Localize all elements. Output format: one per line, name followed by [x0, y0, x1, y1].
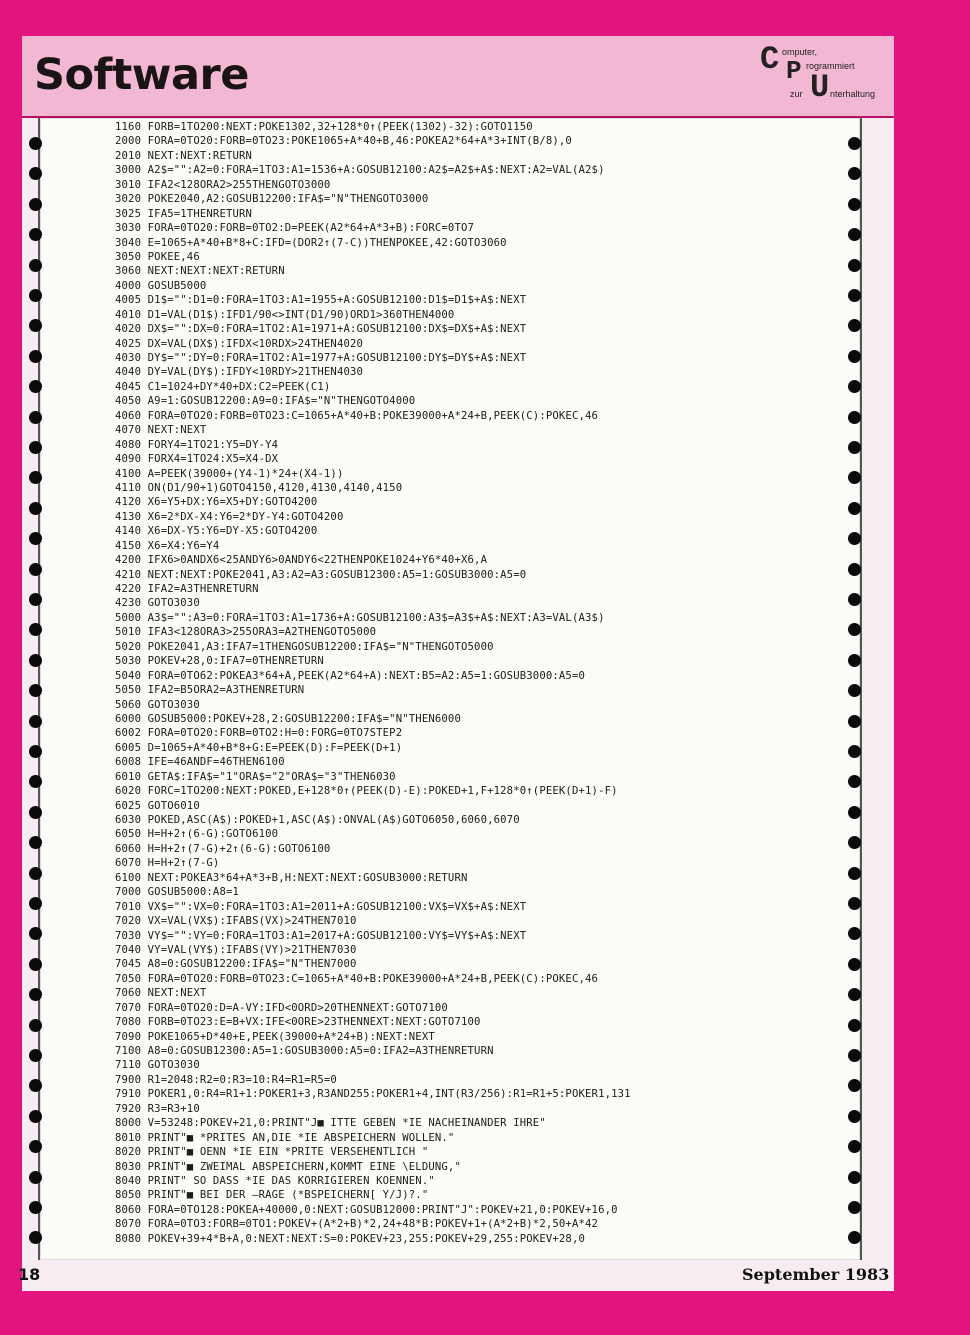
tractor-hole	[29, 1110, 42, 1123]
tractor-hole	[29, 593, 42, 606]
section-title: Software	[34, 50, 249, 100]
listing-line: 4010 D1=VAL(D1$):IFD1/90<>INT(D1/90)ORD1>360THEN4000	[115, 308, 455, 321]
page-number: 18	[18, 1265, 41, 1284]
listing-line: 8080 POKEV+39+4*B+A,0:NEXT:NEXT:S=0:POKEV+23,255:POKEV+29,255:POKEV+28,0	[115, 1232, 586, 1245]
listing-line: 7000 GOSUB5000:A8=1	[115, 886, 240, 899]
listing-line: 7110 GOTO3030	[115, 1059, 200, 1072]
listing-line: 4090 FORX4=1TO24:X5=X4-DX	[115, 453, 279, 466]
tractor-hole	[29, 563, 42, 576]
listing-line: 2010 NEXT:NEXT:RETURN	[115, 149, 253, 162]
listing-line: 6000 GOSUB5000:POKEV+28,2:GOSUB12200:IFA$="N"THEN6000	[115, 712, 461, 725]
tractor-hole	[29, 836, 42, 849]
tractor-hole	[848, 1231, 861, 1244]
tractor-hole	[848, 806, 861, 819]
tractor-hole	[29, 654, 42, 667]
logo-letter-p: P	[786, 56, 802, 86]
listing-line: 6025 GOTO6010	[115, 799, 200, 812]
listing-line: 7900 R1=2048:R2=0:R3=10:R4=R1=R5=0	[115, 1073, 337, 1086]
listing-line: 7060 NEXT:NEXT	[115, 987, 207, 1000]
listing-line: 4100 A=PEEK(39000+(Y4-1)*24+(X4-1))	[115, 467, 344, 480]
listing-line: 5030 POKEV+28,0:IFA7=0THENRETURN	[115, 655, 324, 668]
tractor-hole	[29, 1049, 42, 1062]
logo-word-programmiert: rogrammiert	[806, 61, 855, 71]
listing-line: 3040 E=1065+A*40+B*8+C:IFD=(DOR2↑(7-C))THENPOKEE,42:GOTO3060	[115, 236, 507, 249]
listing-line: 5050 IFA2=B5ORA2=A3THENRETURN	[115, 684, 305, 697]
tractor-hole	[848, 380, 861, 393]
tractor-hole	[848, 1171, 861, 1184]
tractor-hole	[29, 319, 42, 332]
listing-line: 8060 FORA=0TO128:POKEA+40000,0:NEXT:GOSUB12000:PRINT"J":POKEV+21,0:POKEV+16,0	[115, 1203, 618, 1216]
listing-line: 6070 H=H+2↑(7-G)	[115, 857, 220, 870]
tractor-hole	[29, 1019, 42, 1032]
listing-line: 6010 GETA$:IFA$="1"ORA$="2"ORA$="3"THEN6030	[115, 770, 396, 783]
tractor-hole	[848, 715, 861, 728]
listing-line: 4210 NEXT:NEXT:POKE2041,A3:A2=A3:GOSUB12300:A5=1:GOSUB3000:A5=0	[115, 568, 527, 581]
tractor-hole	[848, 259, 861, 272]
listing-line: 4040 DY=VAL(DY$):IFDY<10RDY>21THEN4030	[115, 366, 364, 379]
listing-line: 4045 C1=1024+DY*40+DX:C2=PEEK(C1)	[115, 380, 331, 393]
cpu-logo	[760, 41, 888, 106]
listing-line: 7045 A8=0:GOSUB12200:IFA$="N"THEN7000	[115, 958, 357, 971]
basic-listing	[115, 120, 845, 1246]
tractor-hole	[29, 441, 42, 454]
listing-line: 4060 FORA=0TO20:FORB=0TO23:C=1065+A*40+B:POKE39000+A*24+B,PEEK(C):POKEC,46	[115, 409, 599, 422]
tractor-hole	[848, 593, 861, 606]
listing-line: 5060 GOTO3030	[115, 698, 200, 711]
listing-line: 2000 FORA=0TO20:FORB=0TO23:POKE1065+A*40+B,46:POKEA2*64+A*3+INT(B/8),0	[115, 135, 572, 148]
tractor-hole	[848, 654, 861, 667]
tractor-hole	[29, 623, 42, 636]
listing-line: 5000 A3$="":A3=0:FORA=1TO3:A1=1736+A:GOSUB12100:A3$=A3$+A$:NEXT:A3=VAL(A3$)	[115, 611, 605, 624]
listing-line: 8000 V=53248:POKEV+21,0:PRINT"J■ ITTE GEBEN *IE NACHEINANDER IHRE"	[115, 1117, 546, 1130]
listing-line: 7050 FORA=0TO20:FORB=0TO23:C=1065+A*40+B:POKE39000+A*24+B,PEEK(C):POKEC,46	[115, 972, 599, 985]
listing-line: 4230 GOTO3030	[115, 597, 200, 610]
listing-line: 4110 ON(D1/90+1)GOTO4150,4120,4130,4140,4150	[115, 481, 403, 494]
tractor-hole	[848, 563, 861, 576]
tractor-hole	[848, 289, 861, 302]
tractor-hole	[29, 1171, 42, 1184]
tractor-hole	[848, 745, 861, 758]
listing-line: 3030 FORA=0TO20:FORB=0TO2:D=PEEK(A2*64+A*3+B):FORC=0TO7	[115, 222, 475, 235]
listing-line: 4005 D1$="":D1=0:FORA=1TO3:A1=1955+A:GOSUB12100:D1$=D1$+A$:NEXT	[115, 294, 527, 307]
tractor-hole	[29, 897, 42, 910]
tractor-hole	[848, 1201, 861, 1214]
listing-line: 8040 PRINT" SO DASS *IE DAS KORRIGIEREN KOENNEN."	[115, 1174, 435, 1187]
listing-line: 6100 NEXT:POKEA3*64+A*3+B,H:NEXT:NEXT:GOSUB3000:RETURN	[115, 871, 468, 884]
tractor-hole	[848, 441, 861, 454]
listing-line: 4130 X6=2*DX-X4:Y6=2*DY-Y4:GOTO4200	[115, 510, 344, 523]
listing-line: 5010 IFA3<128ORA3>255ORA3=A2THENGOTO5000	[115, 626, 377, 639]
tractor-hole	[29, 411, 42, 424]
tractor-hole	[29, 532, 42, 545]
tractor-hole	[848, 958, 861, 971]
tractor-hole	[29, 1140, 42, 1153]
tractor-hole	[848, 988, 861, 1001]
tractor-hole	[29, 806, 42, 819]
tractor-hole	[29, 867, 42, 880]
listing-line: 7030 VY$="":VY=0:FORA=1TO3:A1=2017+A:GOSUB12100:VY$=VY$+A$:NEXT	[115, 929, 527, 942]
tractor-hole	[29, 471, 42, 484]
listing-line: 7020 VX=VAL(VX$):IFABS(VX)>24THEN7010	[115, 915, 357, 928]
listing-line: 3010 IFA2<128ORA2>255THENGOTO3000	[115, 178, 331, 191]
tractor-hole	[29, 1079, 42, 1092]
tractor-hole	[848, 623, 861, 636]
tractor-hole	[29, 198, 42, 211]
listing-line: 7010 VX$="":VX=0:FORA=1TO3:A1=2011+A:GOSUB12100:VX$=VX$+A$:NEXT	[115, 900, 527, 913]
listing-line: 6002 FORA=0TO20:FORB=0TO2:H=0:FORG=0TO7STEP2	[115, 727, 403, 740]
tractor-hole	[29, 1201, 42, 1214]
tractor-hole	[29, 927, 42, 940]
listing-line: 4025 DX=VAL(DX$):IFDX<10RDX>24THEN4020	[115, 337, 364, 350]
listing-line: 6050 H=H+2↑(6-G):GOTO6100	[115, 828, 279, 841]
tractor-holes-right	[845, 125, 867, 1255]
listing-line: 4140 X6=DX-Y5:Y6=DY-X5:GOTO4200	[115, 525, 318, 538]
tractor-hole	[848, 1110, 861, 1123]
tractor-hole	[29, 958, 42, 971]
tractor-hole	[29, 167, 42, 180]
tractor-hole	[848, 502, 861, 515]
tractor-hole	[848, 684, 861, 697]
section-header	[22, 36, 894, 118]
listing-line: 4220 IFA2=A3THENRETURN	[115, 583, 259, 595]
tractor-hole	[848, 1049, 861, 1062]
tractor-hole	[29, 259, 42, 272]
listing-line: 6005 D=1065+A*40+B*8+G:E=PEEK(D):F=PEEK(D+1)	[115, 741, 403, 754]
tractor-hole	[29, 684, 42, 697]
tractor-hole	[29, 289, 42, 302]
tractor-hole	[848, 1019, 861, 1032]
tractor-hole	[29, 775, 42, 788]
listing-line: 8020 PRINT"■ OENN *IE EIN *PRITE VERSEHENTLICH "	[115, 1146, 429, 1159]
tractor-hole	[848, 867, 861, 880]
tractor-hole	[29, 715, 42, 728]
tractor-hole	[29, 380, 42, 393]
listing-line: 3020 POKE2040,A2:GOSUB12200:IFA$="N"THENGOTO3000	[115, 193, 429, 206]
listing-line: 6020 FORC=1TO200:NEXT:POKED,E+128*0↑(PEEK(D)-E):POKED+1,F+128*0↑(PEEK(D+1)-F)	[115, 785, 618, 798]
tractor-hole	[29, 228, 42, 241]
listing-line: 6060 H=H+2↑(7-G)+2↑(6-G):GOTO6100	[115, 842, 331, 855]
tractor-hole	[848, 775, 861, 788]
listing-line: 3060 NEXT:NEXT:NEXT:RETURN	[115, 265, 285, 278]
listing-line: 7040 VY=VAL(VY$):IFABS(VY)>21THEN7030	[115, 943, 357, 956]
tractor-hole	[848, 897, 861, 910]
logo-letter-u: U	[810, 69, 830, 106]
tractor-hole	[29, 745, 42, 758]
listing-line: 8050 PRINT"■ BEI DER —RAGE (*BSPEICHERN[ Y/J)?."	[115, 1189, 429, 1202]
listing-line: 7920 R3=R3+10	[115, 1102, 200, 1115]
tractor-hole	[848, 836, 861, 849]
listing-line: 8030 PRINT"■ ZWEIMAL ABSPEICHERN,KOMMT EINE \ELDUNG,"	[115, 1160, 461, 1173]
tractor-hole	[848, 167, 861, 180]
tractor-hole	[848, 1140, 861, 1153]
listing-line: 3050 POKEE,46	[115, 250, 200, 263]
listing-line: 4150 X6=X4:Y6=Y4	[115, 539, 220, 552]
listing-line: 4120 X6=Y5+DX:Y6=X5+DY:GOTO4200	[115, 496, 318, 509]
listing-line: 8010 PRINT"■ *PRITES AN,DIE *IE ABSPEICHERN WOLLEN."	[115, 1131, 455, 1144]
listing-line: 4070 NEXT:NEXT	[115, 424, 207, 437]
tractor-hole	[29, 350, 42, 363]
logo-word-zur: zur	[790, 89, 803, 99]
tractor-holes-left	[26, 125, 48, 1255]
listing-line: 7090 POKE1065+D*40+E,PEEK(39000+A*24+B):NEXT:NEXT	[115, 1030, 435, 1043]
listing-line: 3000 A2$="":A2=0:FORA=1TO3:A1=1536+A:GOSUB12100:A2$=A2$+A$:NEXT:A2=VAL(A2$)	[115, 164, 605, 177]
tractor-hole	[848, 411, 861, 424]
listing-line: 6008 IFE=46ANDF=46THEN6100	[115, 756, 285, 769]
logo-letter-c: C	[760, 41, 780, 78]
tractor-hole	[848, 198, 861, 211]
logo-word-computer: omputer,	[782, 47, 818, 57]
tractor-hole	[848, 228, 861, 241]
listing-line: 7070 FORA=0TO20:D=A-VY:IFD<0ORD>20THENNEXT:GOTO7100	[115, 1001, 448, 1014]
listing-line: 4030 DY$="":DY=0:FORA=1TO2:A1=1977+A:GOSUB12100:DY$=DY$+A$:NEXT	[115, 352, 527, 364]
listing-line: 5020 POKE2041,A3:IFA7=1THENGOSUB12200:IFA$="N"THENGOTO5000	[115, 640, 494, 653]
listing-line: 8070 FORA=0TO3:FORB=0TO1:POKEV+(A*2+B)*2,24+48*B:POKEV+1+(A*2+B)*2,50+A*42	[115, 1218, 599, 1231]
listing-line: 6030 POKED,ASC(A$):POKED+1,ASC(A$):ONVAL(A$)GOTO6050,6060,6070	[115, 814, 520, 826]
tractor-hole	[848, 1079, 861, 1092]
tractor-hole	[848, 350, 861, 363]
listing-line: 4200 IFX6>0ANDX6<25ANDY6>0ANDY6<22THENPOKE1024+Y6*40+X6,A	[115, 554, 488, 567]
tractor-hole	[29, 988, 42, 1001]
tractor-hole	[848, 532, 861, 545]
listing-line: 4080 FORY4=1TO21:Y5=DY-Y4	[115, 438, 279, 451]
tractor-hole	[29, 502, 42, 515]
listing-line: 5040 FORA=0TO62:POKEA3*64+A,PEEK(A2*64+A):NEXT:B5=A2:A5=1:GOSUB3000:A5=0	[115, 669, 586, 682]
logo-word-unterhaltung: nterhaltung	[830, 89, 876, 99]
tractor-hole	[848, 319, 861, 332]
listing-line: 7080 FORB=0TO23:E=B+VX:IFE<0ORE>23THENNEXT:NEXT:GOTO7100	[115, 1016, 481, 1029]
listing-line: 4020 DX$="":DX=0:FORA=1TO2:A1=1971+A:GOSUB12100:DX$=DX$+A$:NEXT	[115, 323, 527, 336]
tractor-hole	[848, 137, 861, 150]
tractor-hole	[29, 1231, 42, 1244]
listing-line: 7100 A8=0:GOSUB12300:A5=1:GOSUB3000:A5=0:IFA2=A3THENRETURN	[115, 1045, 494, 1057]
tractor-hole	[848, 471, 861, 484]
listing-line: 1160 FORB=1TO200:NEXT:POKE1302,32+128*0↑(PEEK(1302)-32):GOTO1150	[115, 121, 533, 133]
listing-line: 7910 POKER1,0:R4=R1+1:POKER1+3,R3AND255:POKER1+4,INT(R3/256):R1=R1+5:POKER1,131	[115, 1088, 631, 1101]
listing-line: 4000 GOSUB5000	[115, 279, 207, 292]
listing-line: 3025 IFA5=1THENRETURN	[115, 207, 253, 220]
tractor-hole	[848, 927, 861, 940]
listing-line: 4050 A9=1:GOSUB12200:A9=0:IFA$="N"THENGOTO4000	[115, 395, 416, 408]
tractor-hole	[29, 137, 42, 150]
issue-date: September 1983	[742, 1265, 890, 1284]
